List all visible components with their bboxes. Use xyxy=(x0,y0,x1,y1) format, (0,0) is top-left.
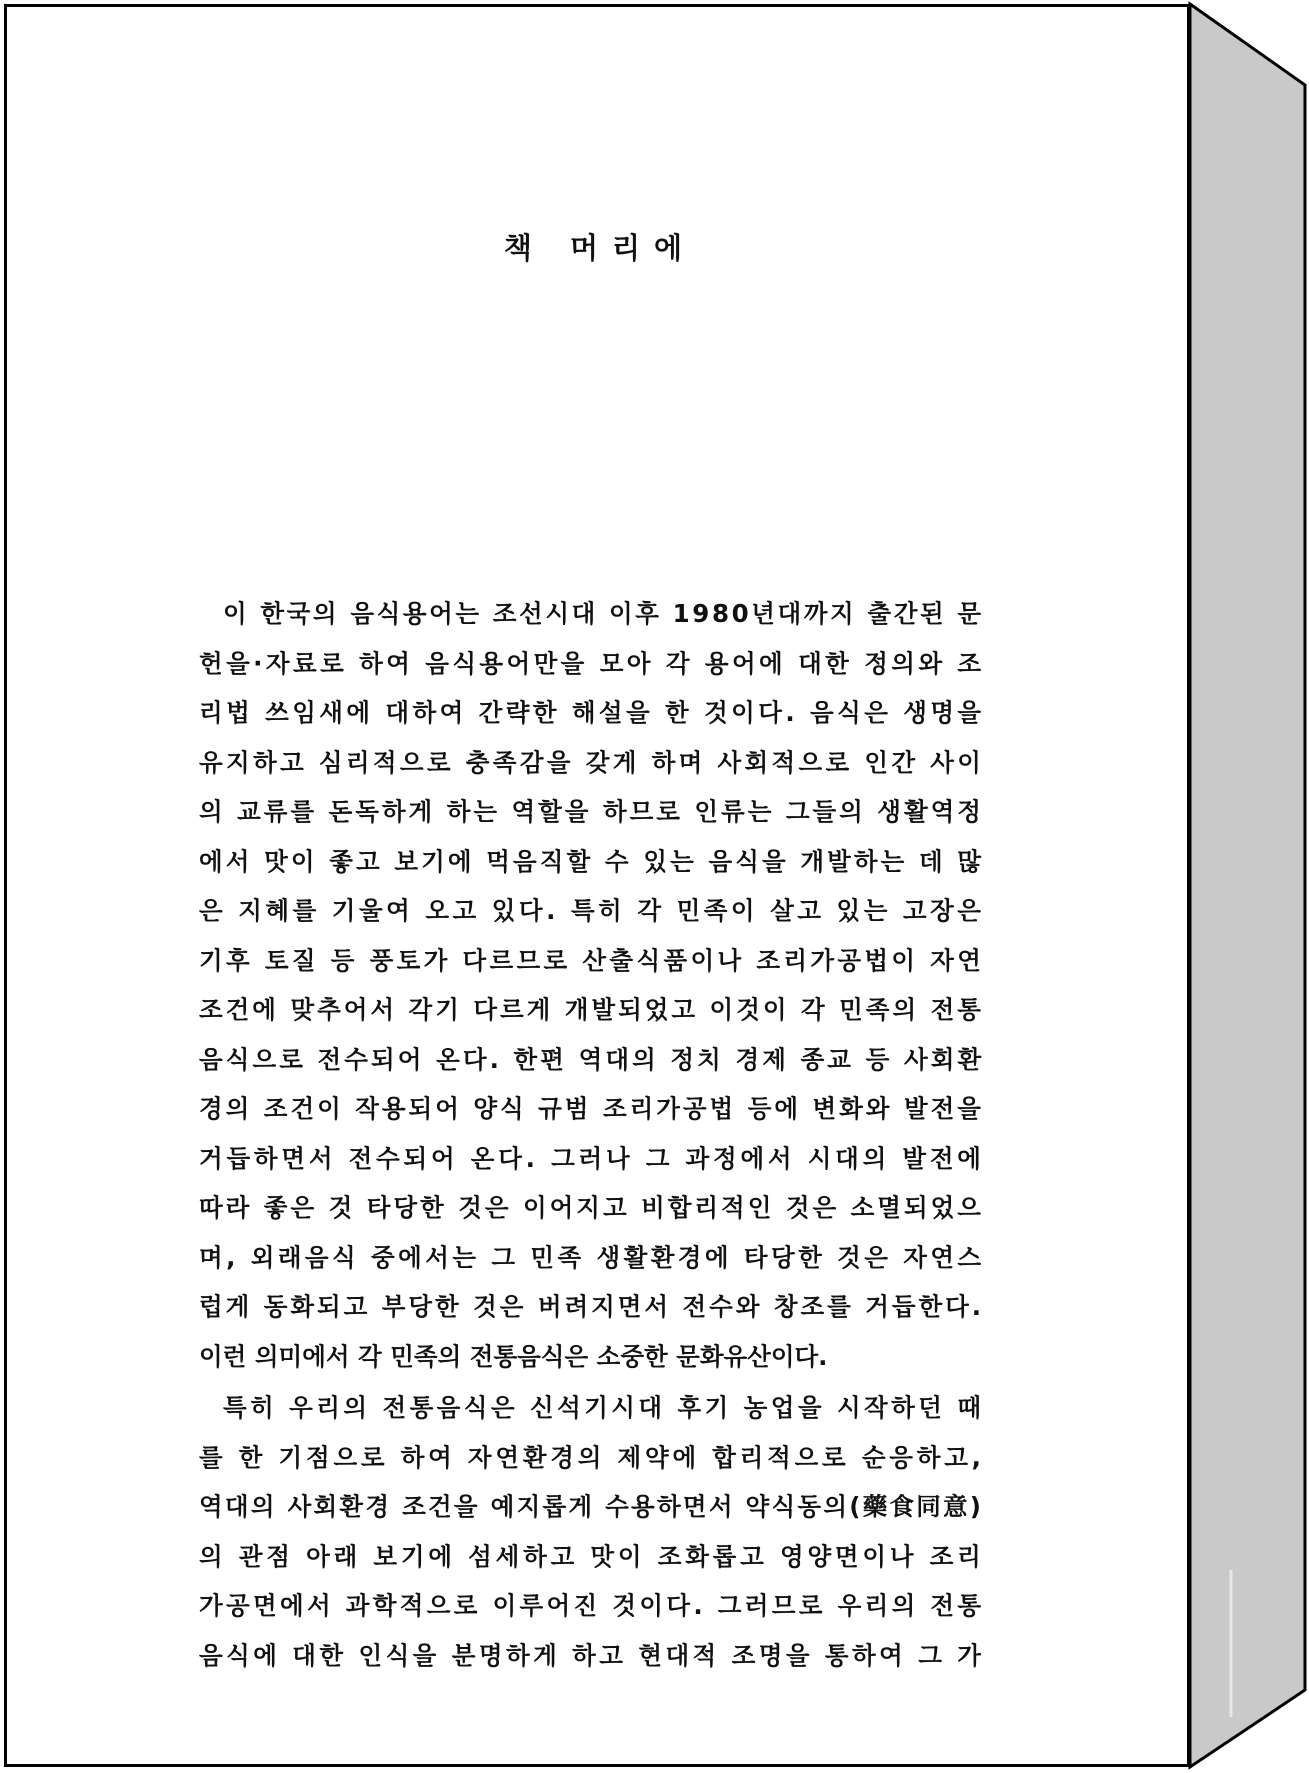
page-title: 책 머리에 xyxy=(503,231,697,265)
text-line: 경의 조건이 작용되어 양식 규범 조리가공법 등에 변화와 발전을 xyxy=(199,1094,984,1123)
text-line: 의 교류를 돈독하게 하는 역할을 하므로 인류는 그들의 생활역정 xyxy=(199,797,984,826)
text-line: 럽게 동화되고 부당한 것은 버려지면서 전수와 창조를 거듭한다. xyxy=(199,1292,984,1321)
text-line: 역대의 사회환경 조건을 예지롭게 수용하면서 약식동의(藥食同意) xyxy=(199,1492,984,1521)
text-line: 를 한 기점으로 하여 자연환경의 제약에 합리적으로 순응하고, xyxy=(199,1442,985,1472)
text-line: 에서 맛이 좋고 보기에 먹음직할 수 있는 음식을 개발하는 데 많 xyxy=(199,846,985,876)
text-line: 이 한국의 음식용어는 조선시대 이후 1980년대까지 출간된 문 xyxy=(223,599,984,628)
text-line: 음식으로 전수되어 온다. 한편 역대의 정치 경제 종교 등 사회환 xyxy=(199,1044,985,1074)
paragraph xyxy=(199,1383,985,1680)
text-line: 며, 외래음식 중에서는 그 민족 생활환경에 타당한 것은 자연스 xyxy=(199,1242,985,1272)
text-line: 기후 토질 등 풍토가 다르므로 산출식품이나 조리가공법이 자연 xyxy=(199,945,985,975)
text-line: 의 관점 아래 보기에 섬세하고 맛이 조화롭고 영양면이나 조리 xyxy=(199,1541,985,1571)
book-page xyxy=(4,4,1190,1767)
text-line: 가공면에서 과학적으로 이루어진 것이다. 그러므로 우리의 전통 xyxy=(199,1591,985,1620)
text-line: 이런 의미에서 각 민족의 전통음식은 소중한 문화유산이다. xyxy=(199,1341,828,1371)
paragraph xyxy=(199,589,985,1381)
text-line: 헌을·자료로 하여 음식용어만을 모아 각 용어에 대한 정의와 조 xyxy=(199,648,985,678)
text-line: 은 지혜를 기울여 오고 있다. 특히 각 민족이 살고 있는 고장은 xyxy=(199,896,985,925)
text-line: 특히 우리의 전통음식은 신석기시대 후기 농업을 시작하던 때 xyxy=(223,1393,985,1422)
body-text xyxy=(199,589,985,1680)
text-line: 거듭하면서 전수되어 온다. 그러나 그 과정에서 시대의 발전에 xyxy=(199,1143,985,1173)
text-line: 리법 쓰임새에 대하여 간략한 해설을 한 것이다. 음식은 생명을 xyxy=(199,698,985,727)
text-line: 유지하고 심리적으로 충족감을 갖게 하며 사회적으로 인간 사이 xyxy=(199,747,985,777)
text-line: 따라 좋은 것 타당한 것은 이어지고 비합리적인 것은 소멸되었으 xyxy=(199,1193,984,1222)
text-line: 조건에 맞추어서 각기 다르게 개발되었고 이것이 각 민족의 전통 xyxy=(199,995,984,1024)
text-line: 음식에 대한 인식을 분명하게 하고 현대적 조명을 통하여 그 가 xyxy=(199,1640,985,1670)
